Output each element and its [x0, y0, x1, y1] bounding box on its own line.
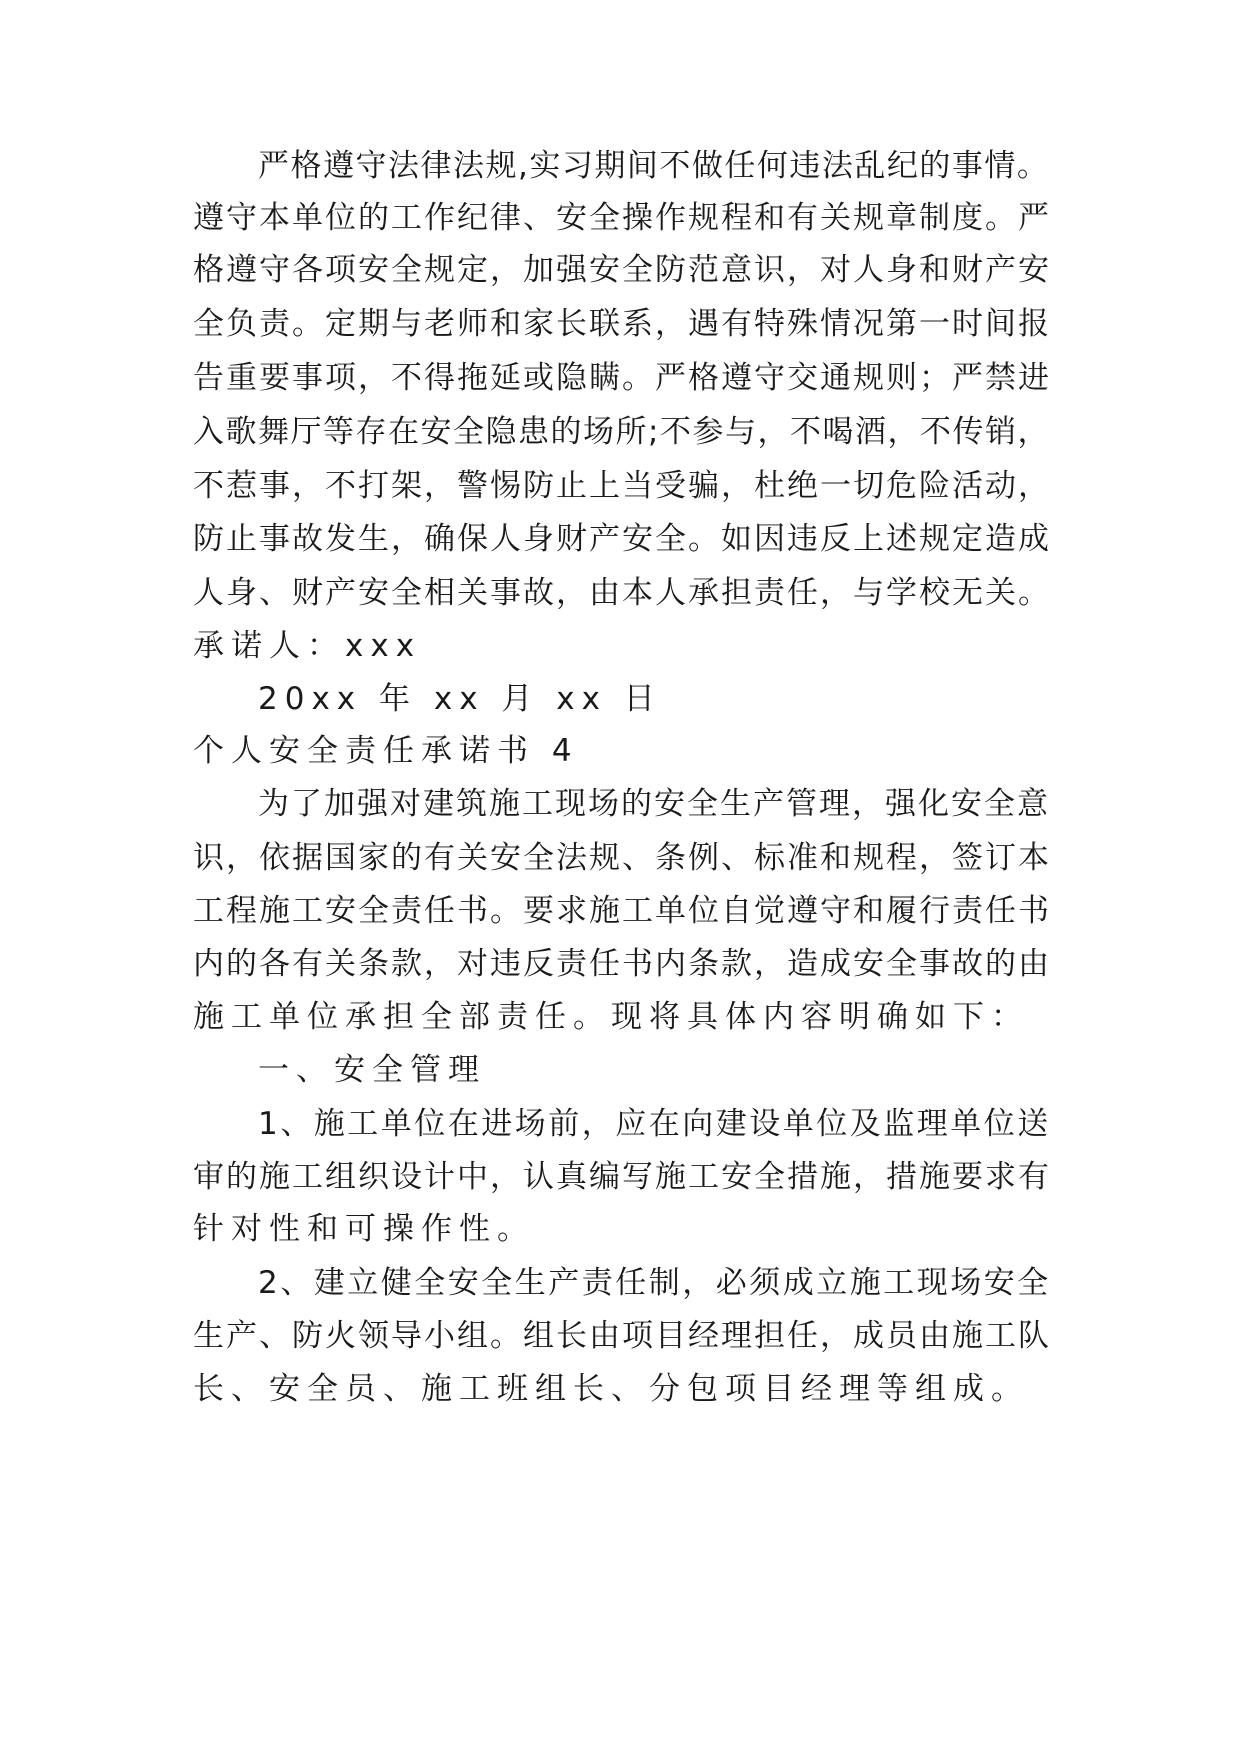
paragraph-line: 入歌舞厅等存在安全隐患的场所;不参与，不喝酒，不传销， — [193, 414, 1050, 450]
paragraph-line: 为了加强对建筑施工现场的安全生产管理，强化安全意 — [258, 786, 1050, 822]
paragraph-line: 防止事故发生，确保人身财产安全。如因违反上述规定造成 — [193, 521, 1051, 557]
paragraph-line: 格遵守各项安全规定，加强安全防范意识，对人身和财产安 — [193, 252, 1051, 288]
paragraph-line: 告重要事项，不得拖延或隐瞒。严格遵守交通规则；严禁进 — [193, 360, 1051, 396]
paragraph-line: 生产、防火领导小组。组长由项目经理担任，成员由施工队 — [193, 1318, 1051, 1354]
paragraph-line: 遵守本单位的工作纪律、安全操作规程和有关规章制度。严 — [193, 200, 1051, 236]
paragraph-line: 识，依据国家的有关安全法规、条例、标准和规程，签订本 — [193, 840, 1051, 876]
paragraph-line: 施工单位承担全部责任。现将具体内容明确如下： — [193, 999, 1029, 1035]
subsection-heading: 一、安全管理 — [258, 1052, 486, 1088]
paragraph-line: 人身、财产安全相关事故，由本人承担责任，与学校无关。 — [193, 575, 1051, 611]
paragraph-line: 不惹事，不打架，警惕防止上当受骗，杜绝一切危险活动， — [193, 468, 1051, 504]
date-line: 20xx 年 xx 月 xx 日 — [258, 681, 662, 717]
paragraph-line: 内的各有关条款，对违反责任书内条款，造成安全事故的由 — [193, 946, 1051, 982]
paragraph-line: 2、建立健全安全生产责任制，必须成立施工现场安全 — [258, 1265, 1051, 1301]
paragraph-line: 1、施工单位在进场前，应在向建设单位及监理单位送 — [258, 1106, 1051, 1142]
section-title: 个人安全责任承诺书 4 — [193, 733, 579, 769]
paragraph-line: 针对性和可操作性。 — [193, 1211, 535, 1247]
paragraph-line: 审的施工组织设计中，认真编写施工安全措施，措施要求有 — [193, 1159, 1051, 1195]
paragraph-line: 严格遵守法律法规,实习期间不做任何违法乱纪的事情。 — [258, 148, 1050, 184]
signatory-line: 承诺人：xxx — [193, 628, 422, 664]
paragraph-line: 长、安全员、施工班组长、分包项目经理等组成。 — [193, 1371, 1029, 1407]
paragraph-line: 工程施工安全责任书。要求施工单位自觉遵守和履行责任书 — [193, 893, 1051, 929]
paragraph-line: 全负责。定期与老师和家长联系，遇有特殊情况第一时间报 — [193, 306, 1051, 342]
